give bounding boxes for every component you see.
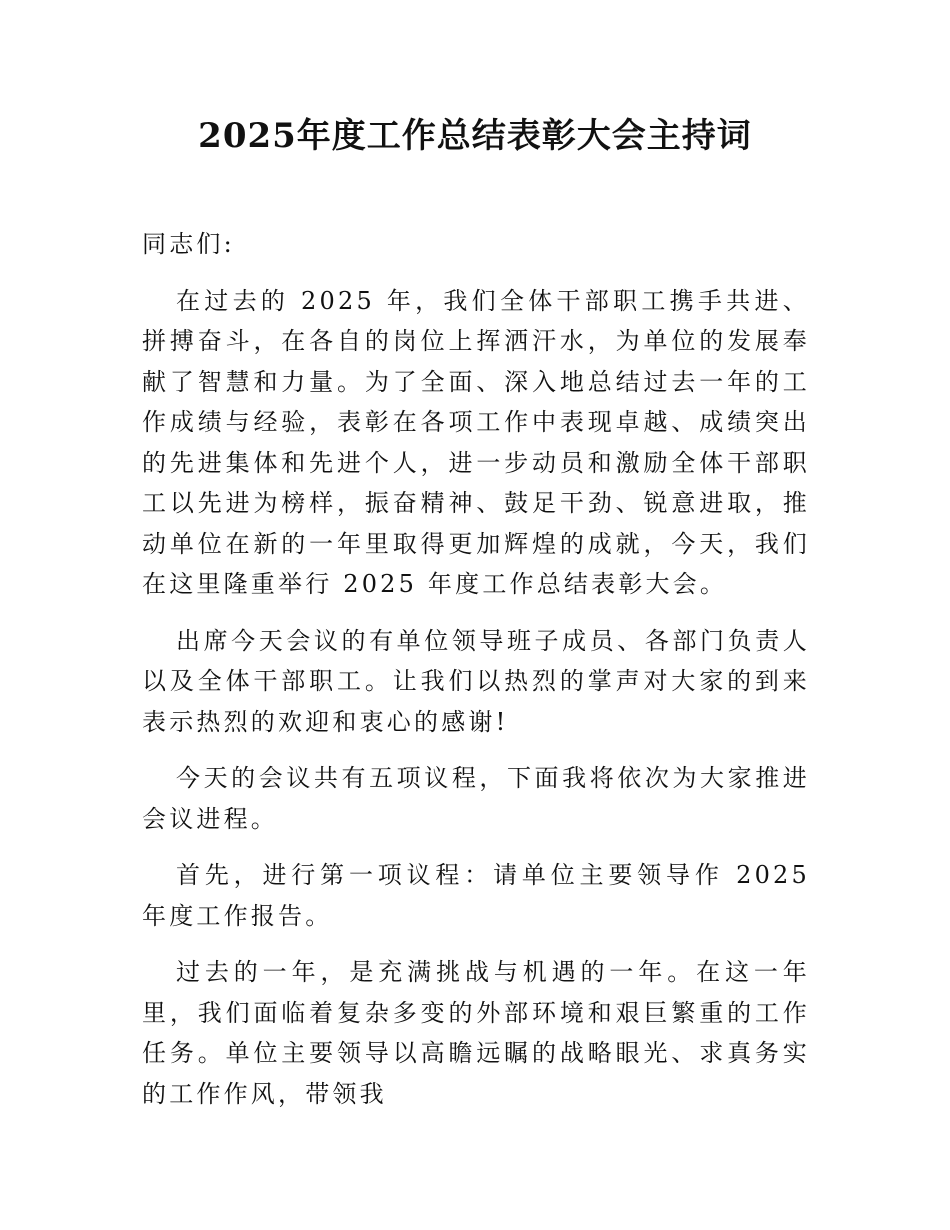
paragraph-opening: 在过去的 2025 年，我们全体干部职工携手共进、拼搏奋斗，在各自的岗位上挥洒汗水，为单位的发展奉献了智慧和力量。为了全面、深入地总结过去一年的工作成绩与经验，表彰在各项工作中表现卓越、成绩突出的先进集体和先进个人，进一步动员和激励全体干部职工以先进为榜样，振奋精神、鼓足干劲、锐意进取，推动单位在新的一年里取得更加辉煌的成就，今天，我们在这里隆重举行 2025 年度工作总结表彰大会。 [142, 286, 810, 598]
document-body [142, 224, 810, 1130]
paragraph-first-item: 首先，进行第一项议程：请单位主要领导作 2025 年度工作报告。 [142, 861, 810, 930]
paragraph-review: 过去的一年，是充满挑战与机遇的一年。在这一年里，我们面临着复杂多变的外部环境和艰巨繁重的工作任务。单位主要领导以高瞻远瞩的战略眼光、求真务实的工作作风，带领我 [142, 958, 810, 1108]
paragraph-agenda: 今天的会议共有五项议程，下面我将依次为大家推进会议进程。 [142, 764, 810, 833]
document-title: 2025年度工作总结表彰大会主持词 [198, 116, 752, 156]
paragraph-attendees: 出席今天会议的有单位领导班子成员、各部门负责人以及全体干部职工。让我们以热烈的掌声对大家的到来表示热烈的欢迎和衷心的感谢! [142, 626, 810, 736]
salutation: 同志们: [142, 230, 235, 258]
